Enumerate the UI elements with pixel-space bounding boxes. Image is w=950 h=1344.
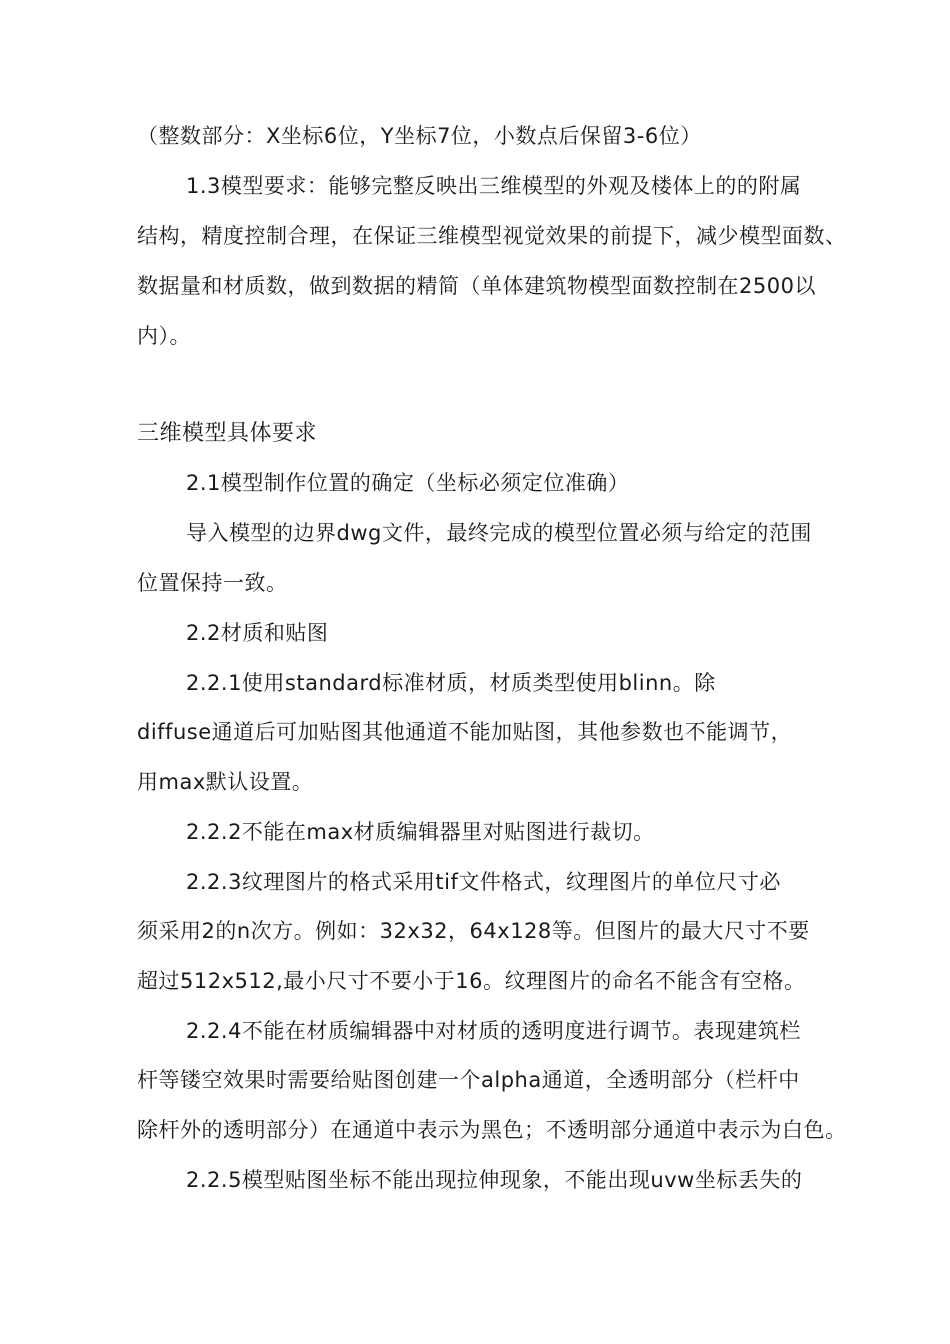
section-2-2-3-line-1: 2.2.3纹理图片的格式采用tif文件格式，纹理图片的单位尺寸必 [186, 870, 781, 894]
section-1-3-line-2: 结构，精度控制合理，在保证三维模型视觉效果的前提下，减少模型面数、 [137, 224, 847, 248]
section-2-2-1-line-2: diffuse通道后可加贴图其他通道不能加贴图，其他参数也不能调节， [137, 720, 793, 744]
section-2-2-title: 2.2材质和贴图 [186, 621, 329, 645]
section-1-3-line-3: 数据量和材质数，做到数据的精简（单体建筑物模型面数控制在2500以 [137, 274, 816, 298]
coordinate-note: （整数部分：X坐标6位，Y坐标7位，小数点后保留3-6位） [137, 124, 702, 148]
section-2-2-1-line-1: 2.2.1使用standard标准材质，材质类型使用blinn。除 [186, 671, 716, 695]
section-2-2-3-line-3: 超过512x512,最小尺寸不要小于16。纹理图片的命名不能含有空格。 [137, 969, 806, 993]
section-2-2-5-line-1: 2.2.5模型贴图坐标不能出现拉伸现象，不能出现uvw坐标丢失的 [186, 1168, 803, 1192]
section-1-3-line-4: 内）。 [137, 324, 191, 348]
section-2-2-4-line-1: 2.2.4不能在材质编辑器中对材质的透明度进行调节。表现建筑栏 [186, 1019, 801, 1043]
section-2-2-4-line-2: 杆等镂空效果时需要给贴图创建一个alpha通道，全透明部分（栏杆中 [137, 1068, 800, 1092]
section-2-1-line-1: 导入模型的边界dwg文件，最终完成的模型位置必须与给定的范围 [186, 521, 812, 545]
section-1-3-line-1: 1.3模型要求：能够完整反映出三维模型的外观及楼体上的的附属 [186, 174, 802, 198]
section-heading: 三维模型具体要求 [137, 421, 318, 446]
section-2-1-title: 2.1模型制作位置的确定（坐标必须定位准确） [186, 471, 630, 495]
section-2-1-line-2: 位置保持一致。 [137, 571, 288, 595]
section-2-2-4-line-3: 除杆外的透明部分）在通道中表示为黑色；不透明部分通道中表示为白色。 [137, 1118, 847, 1142]
section-2-2-2: 2.2.2不能在max材质编辑器里对贴图进行裁切。 [186, 820, 655, 844]
section-2-2-1-line-3: 用max默认设置。 [137, 770, 314, 794]
section-2-2-3-line-2: 须采用2的n次方。例如：32x32，64x128等。但图片的最大尺寸不要 [137, 919, 810, 943]
